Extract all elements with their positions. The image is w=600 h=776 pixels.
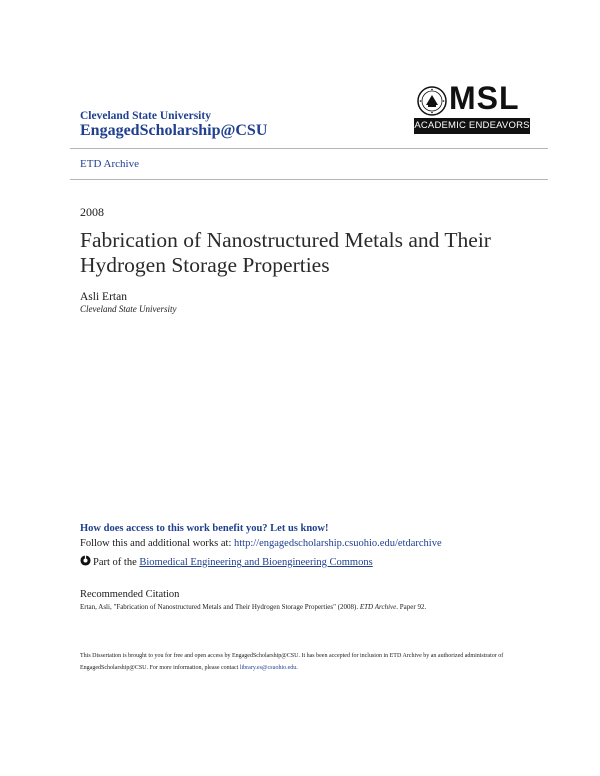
document-title: Fabrication of Nanostructured Metals and Their Hydrogen Storage Properties [80, 228, 491, 277]
commons-icon [80, 555, 91, 566]
citation-heading: Recommended Citation [80, 589, 180, 600]
part-of-line [80, 555, 373, 568]
publication-year: 2008 [80, 205, 104, 219]
citation-series: ETD Archive [359, 603, 397, 611]
follow-prefix: Follow this and additional works at: [80, 538, 234, 549]
follow-line [80, 538, 442, 549]
author-affiliation: Cleveland State University [80, 304, 177, 314]
divider [70, 179, 548, 180]
notice-end: . [296, 665, 298, 671]
collection-link[interactable]: ETD Archive [80, 158, 139, 170]
author-name: Asli Ertan [80, 291, 127, 303]
university-name: Cleveland State University [80, 110, 211, 122]
contact-email-link[interactable]: library.es@csuohio.edu [239, 665, 297, 671]
citation-prefix: Ertan, Asli, "Fabrication of Nanostructured Metals and Their Hydrogen Storage Properties" (2008). [80, 603, 360, 611]
feedback-link[interactable]: How does access to this work benefit you? Let us know! [80, 523, 329, 534]
university-seal-icon [417, 86, 447, 116]
logo-mark: MSL [449, 80, 520, 116]
repository-name[interactable]: EngagedScholarship@CSU [80, 122, 268, 139]
archive-url-link[interactable]: http://engagedscholarship.csuohio.edu/etdarchive [234, 538, 442, 549]
logo-tagline: ACADEMIC ENDEAVORS [414, 118, 530, 134]
citation-text [80, 603, 426, 611]
msl-logo [414, 80, 530, 137]
notice-text: This Dissertation is brought to you for free and open access by EngagedScholarship@CSU. It has been accepted for inclusion in ETD Archive by an authorized administrator of EngagedScholarship@CSU. For more information, please contact [80, 653, 504, 671]
divider [70, 148, 548, 149]
citation-suffix: . Paper 92. [396, 603, 427, 611]
part-prefix: Part of the [93, 557, 140, 568]
commons-link[interactable]: Biomedical Engineering and Bioengineering Commons [139, 557, 373, 568]
access-notice [80, 650, 520, 674]
